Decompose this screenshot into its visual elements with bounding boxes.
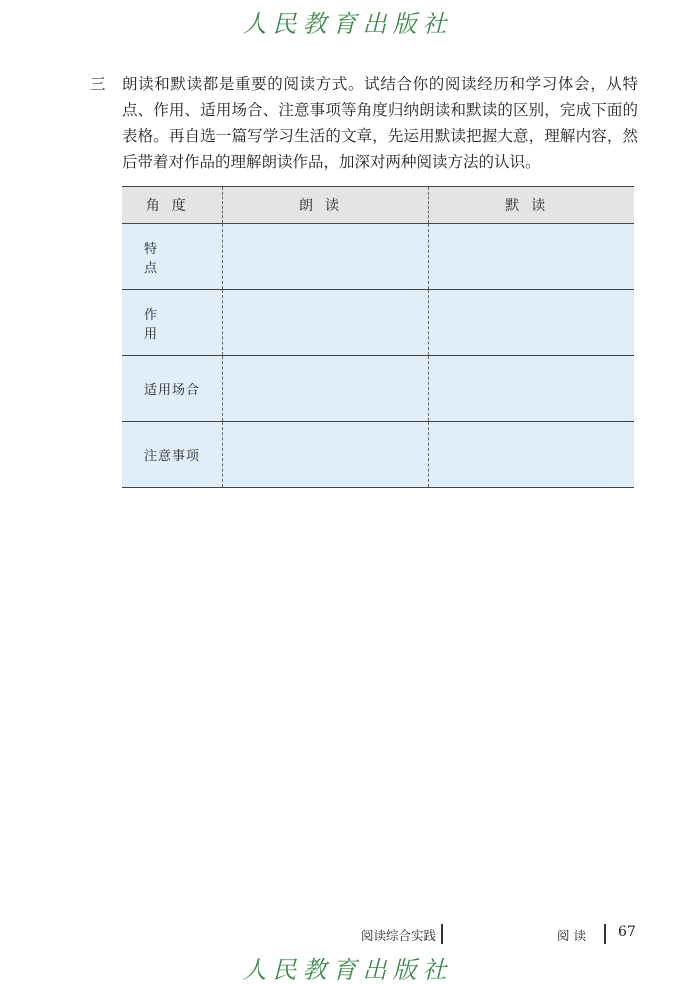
question-block [90,71,638,175]
header-angle: 角度 [122,187,222,224]
question-text: 朗读和默读都是重要的阅读方式。试结合你的阅读经历和学习体会，从特点、作用、适用场合、注意事项等角度归纳朗读和默读的区别，完成下面的表格。再自选一篇写学习生活的文章，先运用默读把握大意，理解内容，然后带着对作品的理解朗读作品，加深对两种阅读方法的认识。 [122,75,638,171]
row-label-text: 注意事项 [144,449,201,464]
footer-chapter-title: 阅读 [557,928,591,943]
comparison-table [122,186,634,488]
page-number: 67 [618,924,636,940]
row-label-features [122,224,222,290]
row-label-occasions [122,356,222,422]
cell-oral-occasions[interactable] [222,356,428,422]
cell-silent-occasions[interactable] [428,356,634,422]
footer-section-title: 阅读综合实践 [361,928,437,943]
row-label-text: 特点 [144,241,184,276]
cell-oral-features[interactable] [222,224,428,290]
footer-divider [441,924,443,944]
row-label-text: 作用 [144,307,184,342]
table-row [122,224,634,290]
table-row [122,356,634,422]
question-number: 三 [90,75,106,93]
row-label-notes [122,422,222,488]
header-silent-reading: 默读 [428,187,634,224]
publisher-logo: 人民教育出版社 [242,10,453,38]
cell-silent-features[interactable] [428,224,634,290]
page-footer [0,924,695,948]
publisher-logo: 人民教育出版社 [242,956,453,984]
cell-oral-function[interactable] [222,290,428,356]
row-label-text: 适用场合 [144,383,201,398]
row-label-function [122,290,222,356]
table-row [122,290,634,356]
footer-divider [604,924,606,944]
table-row [122,422,634,488]
cell-silent-function[interactable] [428,290,634,356]
header-oral-reading: 朗读 [222,187,428,224]
table-header-row [122,187,634,224]
cell-silent-notes[interactable] [428,422,634,488]
cell-oral-notes[interactable] [222,422,428,488]
